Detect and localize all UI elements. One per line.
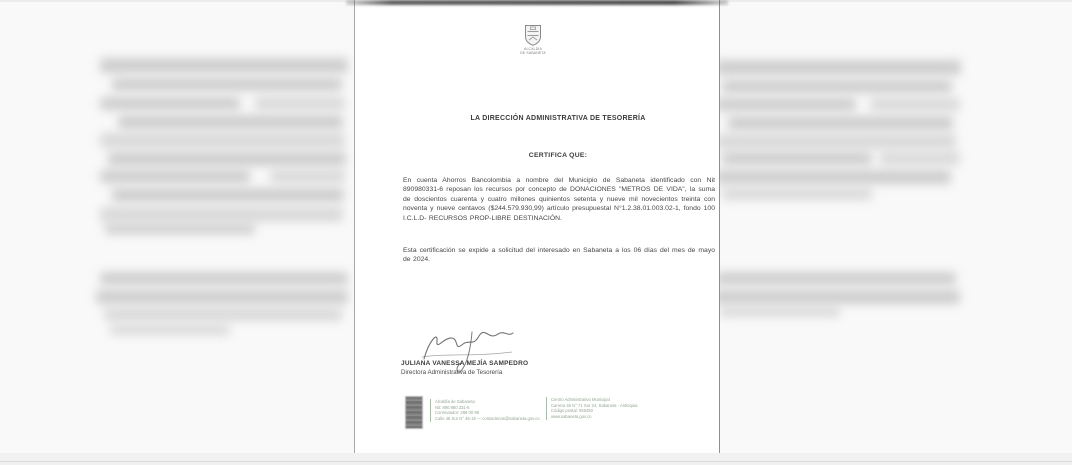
footer-right-line: Centro Administrativo Municipal	[551, 397, 610, 402]
footer-left-line: Alcaldía de Sabaneta	[435, 399, 475, 404]
document-title: LA DIRECCIÓN ADMINISTRATIVA DE TESORERÍA	[470, 115, 646, 122]
scan-bottom-line	[0, 461, 1072, 462]
signer-title: Directora Administrativa de Tesorería	[401, 369, 503, 376]
footer-right-line: www.sabaneta.gov.co	[551, 414, 592, 420]
footer-right-line: Carrera 45 N° 71 Sur 24, Sabaneta - Antioquia	[551, 402, 638, 408]
footer-contact-right	[546, 397, 637, 420]
qr-code	[405, 396, 423, 429]
scan-bottom-strip	[0, 453, 1072, 465]
certifies-heading: CERTIFICA QUE:	[528, 152, 588, 159]
municipal-crest-icon	[521, 23, 545, 47]
logo-caption-line2: DE SABANETA	[520, 51, 546, 56]
footer-right-line: Código postal: 055450	[551, 408, 593, 414]
footer-left-line: Conmutador: 288 00 98	[435, 410, 479, 416]
closing-paragraph: Esta certificación se expide a solicitud del interesado en Sabaneta a los 06 días del mes de mayo de 2024.	[403, 247, 715, 264]
footer-left-line: Nit: 890.980.331-6	[435, 404, 470, 410]
body-paragraph: En cuenta Ahorros Bancolombia a nombre del Municipio de Sabaneta identificado con Nit 890980331-6 reposan los recursos por concepto de DONACIONES "METROS DE VIDA", la suma de doscientos cuarenta y cuatro millones quinientos setenta y nueve mil novecientos treinta con noventa y nueve centavos ($244.579.930,99) artículo presupuestal N°1.2.38.01.003.02-1, fondo 100 I.C.L.D- RECURSOS PROP-LIBRE DESTINACIÓN.	[403, 177, 715, 222]
scan-top-edge-shadow	[346, 0, 728, 5]
footer-left-line: Calle 46 Sur N° 45-16 — contactenos@sabaneta.gov.co	[435, 416, 540, 422]
logo-caption-line1: ALCALDÍA	[524, 47, 542, 51]
logo-caption	[501, 47, 565, 55]
footer-contact-left	[430, 399, 540, 422]
signer-name: JULIANA VANESSA MEJÍA SAMPEDRO	[401, 360, 529, 367]
